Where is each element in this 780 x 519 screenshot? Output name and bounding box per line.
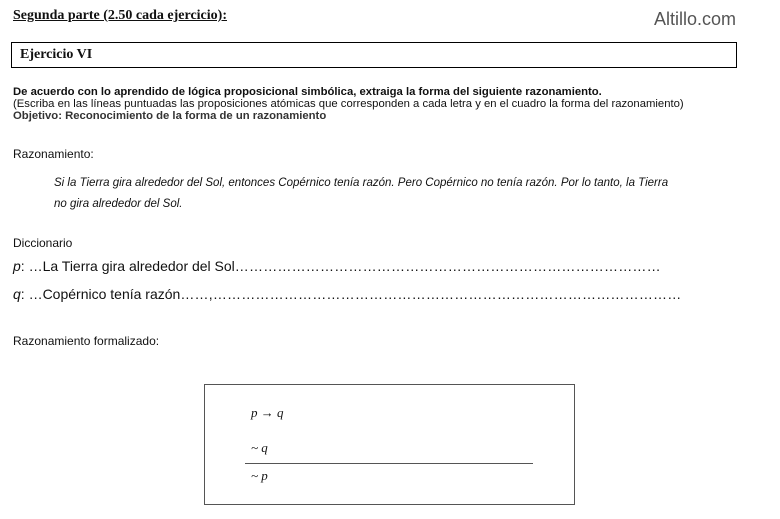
formalized-argument-box — [204, 384, 575, 505]
premise-1: p → q — [251, 405, 284, 420]
reasoning-text-line-1: Si la Tierra gira alrededor del Sol, entonces Copérnico tenía razón. Pero Copérnico no tenía razón. Por lo tanto, la Tierra — [54, 177, 669, 189]
dictionary-label: Diccionario — [13, 236, 73, 250]
dictionary-text-p: : …La Tierra gira alrededor del Sol — [20, 258, 235, 274]
instruction-main: De acuerdo con lo aprendido de lógica proposicional simbólica, extraiga la forma del siguiente razonamiento. — [13, 86, 602, 98]
reasoning-text-line-2: no gira alrededor del Sol. — [54, 198, 183, 210]
section-title: Segunda parte (2.50 cada ejercicio): — [13, 8, 227, 23]
dictionary-dots-p: ……………………………………………………………………………… — [234, 258, 661, 274]
dictionary-entry-q — [13, 286, 681, 302]
exercise-header-box — [11, 42, 737, 68]
premise-2: ~ q — [251, 440, 268, 455]
watermark: Altillo.com — [654, 9, 737, 29]
reasoning-label: Razonamiento: — [13, 147, 94, 161]
dictionary-var-q: q — [13, 286, 21, 302]
formalized-label: Razonamiento formalizado: — [13, 334, 160, 348]
dictionary-text-q: : …Copérnico tenía razón — [20, 286, 181, 302]
exercise-title: Ejercicio VI — [20, 47, 93, 62]
instruction-objective: Objetivo: Reconocimiento de la forma de un razonamiento — [13, 110, 327, 122]
instruction-note: (Escriba en las líneas puntuadas las proposiciones atómicas que corresponden a cada letra y en el cuadro la forma del razonamiento) — [13, 98, 684, 110]
dictionary-entry-p — [13, 258, 661, 274]
dictionary-dots-q: ……,……………………………………………………………………………………… — [180, 286, 682, 302]
conclusion-divider — [245, 463, 533, 464]
conclusion: ~ p — [251, 468, 268, 483]
dictionary-var-p: p — [13, 258, 21, 274]
